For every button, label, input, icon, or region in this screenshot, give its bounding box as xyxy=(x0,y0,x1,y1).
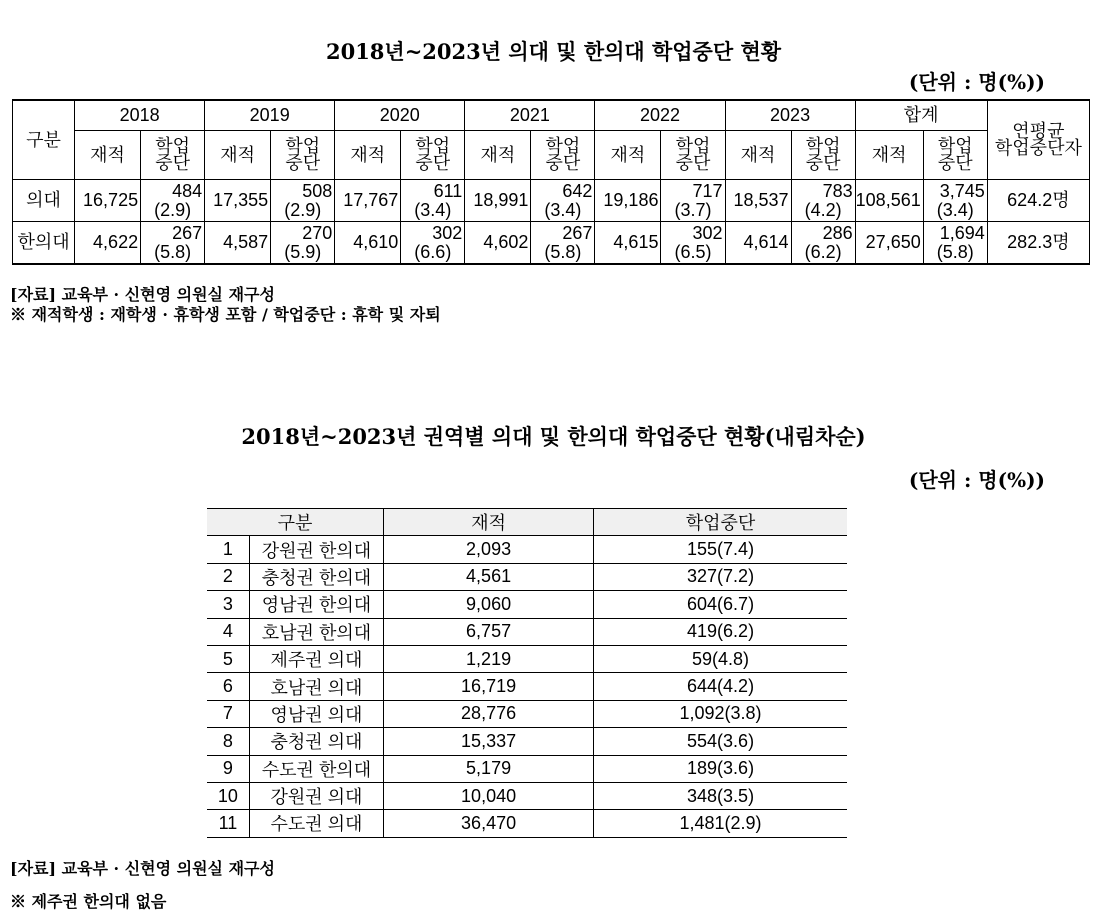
header-dropout: 학업중단 xyxy=(594,509,847,536)
header-dropout: 학업 중단 xyxy=(401,131,465,180)
row-enrolled: 4,561 xyxy=(384,563,594,590)
header-dropout: 학업 중단 xyxy=(271,131,335,180)
cell-enrolled: 17,767 xyxy=(335,180,401,222)
header-dropout: 학업 중단 xyxy=(141,131,205,180)
cell-enrolled: 4,615 xyxy=(595,222,661,265)
header-enrolled: 재적 xyxy=(384,509,594,536)
cell-dropout: 267 (5.8) xyxy=(531,222,595,265)
cell-dropout: 508 (2.9) xyxy=(271,180,335,222)
table-row xyxy=(13,222,1090,265)
cell-dropout: 286 (6.2) xyxy=(791,222,855,265)
row-region: 강원권 한의대 xyxy=(249,536,383,563)
cell-dropout: 302 (6.5) xyxy=(661,222,725,265)
header-year-2018: 2018 xyxy=(75,100,205,131)
header-category: 구분 xyxy=(207,509,384,536)
header-category: 구분 xyxy=(13,100,75,180)
row-rank: 9 xyxy=(207,755,249,782)
row-rank: 1 xyxy=(207,536,249,563)
cell-enrolled: 4,610 xyxy=(335,222,401,265)
row-region: 충청권 한의대 xyxy=(249,563,383,590)
row-rank: 6 xyxy=(207,673,249,700)
table1-source: [자료] 교육부 · 신현영 의원실 재구성 xyxy=(10,285,275,304)
row-region: 강원권 의대 xyxy=(249,782,383,809)
row-label: 의대 xyxy=(13,180,75,222)
header-year-2023: 2023 xyxy=(725,100,855,131)
row-rank: 3 xyxy=(207,591,249,618)
row-region: 호남권 의대 xyxy=(249,673,383,700)
cell-annual-avg: 282.3명 xyxy=(987,222,1089,265)
table-row xyxy=(207,700,847,727)
cell-total-enrolled: 108,561 xyxy=(855,180,923,222)
header-enrolled: 재적 xyxy=(205,131,271,180)
header-dropout: 학업 중단 xyxy=(791,131,855,180)
row-dropout: 1,481(2.9) xyxy=(594,810,847,837)
table-row xyxy=(207,782,847,809)
cell-dropout: 642 (3.4) xyxy=(531,180,595,222)
row-rank: 2 xyxy=(207,563,249,590)
cell-total-dropout: 1,694 (5.8) xyxy=(923,222,987,265)
table-row xyxy=(207,591,847,618)
header-annual-avg: 연평균 학업중단자 xyxy=(987,100,1089,180)
row-dropout: 189(3.6) xyxy=(594,755,847,782)
header-total: 합계 xyxy=(855,100,987,131)
row-rank: 4 xyxy=(207,618,249,645)
row-region: 수도권 의대 xyxy=(249,810,383,837)
row-region: 수도권 한의대 xyxy=(249,755,383,782)
table-row xyxy=(13,180,1090,222)
row-label: 한의대 xyxy=(13,222,75,265)
row-dropout: 1,092(3.8) xyxy=(594,700,847,727)
header-enrolled: 재적 xyxy=(75,131,141,180)
header-enrolled: 재적 xyxy=(855,131,923,180)
cell-enrolled: 19,186 xyxy=(595,180,661,222)
row-dropout: 348(3.5) xyxy=(594,782,847,809)
cell-enrolled: 4,614 xyxy=(725,222,791,265)
table-row xyxy=(207,810,847,837)
row-region: 영남권 한의대 xyxy=(249,591,383,618)
table-row xyxy=(207,755,847,782)
header-year-2020: 2020 xyxy=(335,100,465,131)
cell-dropout: 717 (3.7) xyxy=(661,180,725,222)
table-row xyxy=(207,645,847,672)
cell-dropout: 270 (5.9) xyxy=(271,222,335,265)
header-year-2022: 2022 xyxy=(595,100,725,131)
cell-enrolled: 18,537 xyxy=(725,180,791,222)
row-rank: 11 xyxy=(207,810,249,837)
row-dropout: 59(4.8) xyxy=(594,645,847,672)
table-row xyxy=(207,536,847,563)
header-enrolled: 재적 xyxy=(465,131,531,180)
table1-footnote: ※ 재적학생 : 재학생 · 휴학생 포함 / 학업중단 : 휴학 및 자퇴 xyxy=(10,305,441,324)
row-enrolled: 2,093 xyxy=(384,536,594,563)
row-dropout: 327(7.2) xyxy=(594,563,847,590)
dropout-table-yearly xyxy=(12,99,1090,265)
row-rank: 8 xyxy=(207,728,249,755)
table1-unit: (단위 : 명(%)) xyxy=(908,70,1045,94)
cell-enrolled: 18,991 xyxy=(465,180,531,222)
header-dropout: 학업 중단 xyxy=(531,131,595,180)
cell-enrolled: 17,355 xyxy=(205,180,271,222)
row-dropout: 644(4.2) xyxy=(594,673,847,700)
table-row xyxy=(207,728,847,755)
row-rank: 5 xyxy=(207,645,249,672)
table-row xyxy=(207,563,847,590)
dropout-table-regional xyxy=(207,508,847,838)
cell-total-dropout: 3,745 (3.4) xyxy=(923,180,987,222)
row-dropout: 155(7.4) xyxy=(594,536,847,563)
row-region: 영남권 의대 xyxy=(249,700,383,727)
cell-dropout: 267 (5.8) xyxy=(141,222,205,265)
cell-enrolled: 4,602 xyxy=(465,222,531,265)
cell-dropout: 484 (2.9) xyxy=(141,180,205,222)
table2-title: 2018년~2023년 권역별 의대 및 한의대 학업중단 현황(내림차순) xyxy=(241,424,866,449)
header-enrolled: 재적 xyxy=(335,131,401,180)
row-enrolled: 1,219 xyxy=(384,645,594,672)
row-enrolled: 36,470 xyxy=(384,810,594,837)
cell-dropout: 611 (3.4) xyxy=(401,180,465,222)
row-region: 제주권 의대 xyxy=(249,645,383,672)
row-rank: 10 xyxy=(207,782,249,809)
header-enrolled: 재적 xyxy=(725,131,791,180)
table2-unit: (단위 : 명(%)) xyxy=(908,468,1045,492)
row-region: 충청권 의대 xyxy=(249,728,383,755)
table1-title: 2018년~2023년 의대 및 한의대 학업중단 현황 xyxy=(325,39,782,64)
row-rank: 7 xyxy=(207,700,249,727)
row-enrolled: 16,719 xyxy=(384,673,594,700)
cell-enrolled: 4,587 xyxy=(205,222,271,265)
cell-dropout: 783 (4.2) xyxy=(791,180,855,222)
row-enrolled: 28,776 xyxy=(384,700,594,727)
header-year-2021: 2021 xyxy=(465,100,595,131)
row-region: 호남권 한의대 xyxy=(249,618,383,645)
row-enrolled: 9,060 xyxy=(384,591,594,618)
cell-enrolled: 4,622 xyxy=(75,222,141,265)
table-row xyxy=(207,618,847,645)
row-dropout: 419(6.2) xyxy=(594,618,847,645)
row-dropout: 604(6.7) xyxy=(594,591,847,618)
table2-source: [자료] 교육부 · 신현영 의원실 재구성 xyxy=(10,859,275,878)
header-dropout: 학업 중단 xyxy=(661,131,725,180)
header-dropout: 학업 중단 xyxy=(923,131,987,180)
cell-total-enrolled: 27,650 xyxy=(855,222,923,265)
cell-annual-avg: 624.2명 xyxy=(987,180,1089,222)
cell-dropout: 302 (6.6) xyxy=(401,222,465,265)
row-enrolled: 5,179 xyxy=(384,755,594,782)
table2-footnote: ※ 제주권 한의대 없음 xyxy=(10,892,167,911)
row-enrolled: 15,337 xyxy=(384,728,594,755)
cell-enrolled: 16,725 xyxy=(75,180,141,222)
row-enrolled: 10,040 xyxy=(384,782,594,809)
table-row xyxy=(207,673,847,700)
header-enrolled: 재적 xyxy=(595,131,661,180)
row-dropout: 554(3.6) xyxy=(594,728,847,755)
row-enrolled: 6,757 xyxy=(384,618,594,645)
header-year-2019: 2019 xyxy=(205,100,335,131)
